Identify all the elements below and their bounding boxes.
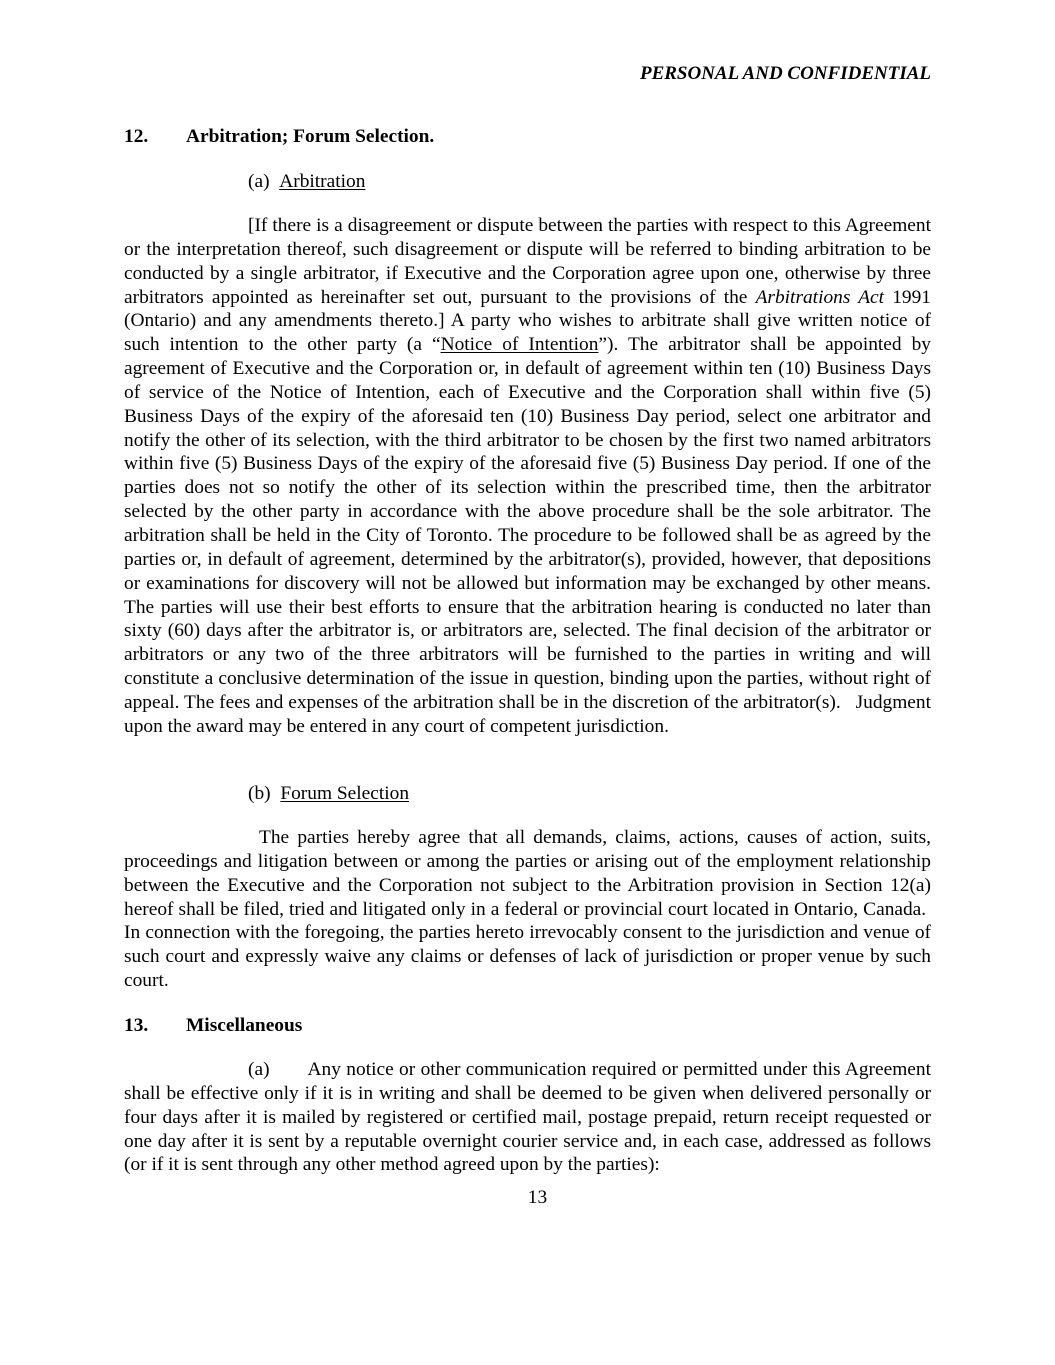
section-12-title: Arbitration; Forum Selection.: [186, 126, 435, 147]
section-13-heading: [124, 1014, 302, 1038]
subsection-12b-title: Forum Selection: [280, 783, 410, 804]
subsection-12a-heading: [248, 170, 365, 194]
section-13-title: Miscellaneous: [186, 1015, 303, 1036]
subsection-12a-marker: (a): [248, 171, 270, 192]
section-13-number: 13.: [124, 1015, 149, 1036]
arbitration-text-part1: [If there is a disagreement or dispute between the parties with respect to this Agreement or the interpretation thereof, such disagreement or dispute will be referred to binding arbitration to be conducted by a single arbitrator, if Executive and the Corporation agree upon one, otherwise by three arbitrators appointed as hereinafter set out, pursuant to the provisions of the: [124, 215, 931, 308]
arbitration-paragraph: [124, 214, 931, 739]
forum-selection-paragraph: The parties hereby agree that all demands, claims, actions, causes of action, suits, proceedings and litigation between or among the parties or arising out of the employment relationship between the Executive and the Corporation not subject to the Arbitration provision in Section 12(a) hereof shall be filed, tried and litigated only in a federal or provincial court located in Ontario, Canada. In connection with the foregoing, the parties hereto irrevocably consent to the jurisdiction and venue of such court and expressly waive any claims or defenses of lack of jurisdiction or proper venue by such court.: [124, 827, 931, 992]
notice-paragraph: [124, 1058, 931, 1177]
page-number: 13: [527, 1187, 548, 1208]
section-12-number: 12.: [124, 126, 149, 147]
document-page: [124, 0, 931, 1365]
confidentiality-header: PERSONAL AND CONFIDENTIAL: [639, 63, 931, 84]
subsection-12b-marker: (b): [248, 783, 271, 804]
notice-text: Any notice or other communication required or permitted under this Agreement shall be effective only if it is in writing and shall be deemed to be given when delivered personally or four days after it is mailed by registered or certified mail, postage prepaid, return receipt requested or one day after it is sent by a reputable overnight courier service and, in each case, addressed as follows (or if it is sent through any other method agreed upon by the parties):: [124, 1059, 931, 1176]
arbitration-text-part2: 1991 (Ontario) and any amendments thereto.] A party who wishes to arbitrate shall give written notice of such intention to the other party (a “: [124, 286, 931, 356]
notice-of-intention-term: Notice of Intention: [440, 334, 599, 356]
section-12-heading: [124, 125, 434, 149]
subsection-12a-title: Arbitration: [279, 171, 366, 192]
arbitrations-act-name: Arbitrations Act: [755, 286, 885, 308]
subsection-12b-heading: [248, 782, 409, 806]
arbitration-text-part3: ”). The arbitrator shall be appointed by agreement of Executive and the Corporation or, in default of agreement within ten (10) Business Days of service of the Notice of Intention, each of Executive and the Corporation shall within five (5) Business Days of the expiry of the aforesaid ten (10) Business Day period, select one arbitrator and notify the other of its selection, with the third arbitrator to be chosen by the first two named arbitrators within five (5) Business Days of the expiry of the aforesaid five (5) Business Day period. If one of the parties does not so notify the other of its selection within the prescribed time, then the arbitrator selected by the other party in accordance with the above procedure shall be the sole arbitrator. The arbitration shall be held in the City of Toronto. The procedure to be followed shall be as agreed by the parties or, in default of agreement, determined by the arbitrator(s), provided, however, that depositions or examinations for discovery will not be allowed but information may be exchanged by other means. The parties will use their best efforts to ensure that the arbitration hearing is conducted no later than sixty (60) days after the arbitrator is, or arbitrators are, selected. The final decision of the arbitrator or arbitrators or any two of the three arbitrators will be furnished to the parties in writing and will constitute a conclusive determination of the issue in question, binding upon the parties, without right of appeal. The fees and expenses of the arbitration shall be in the discretion of the arbitrator(s). Judgment upon the award may be entered in any court of competent jurisdiction.: [124, 334, 931, 737]
notice-marker: (a): [248, 1059, 270, 1080]
